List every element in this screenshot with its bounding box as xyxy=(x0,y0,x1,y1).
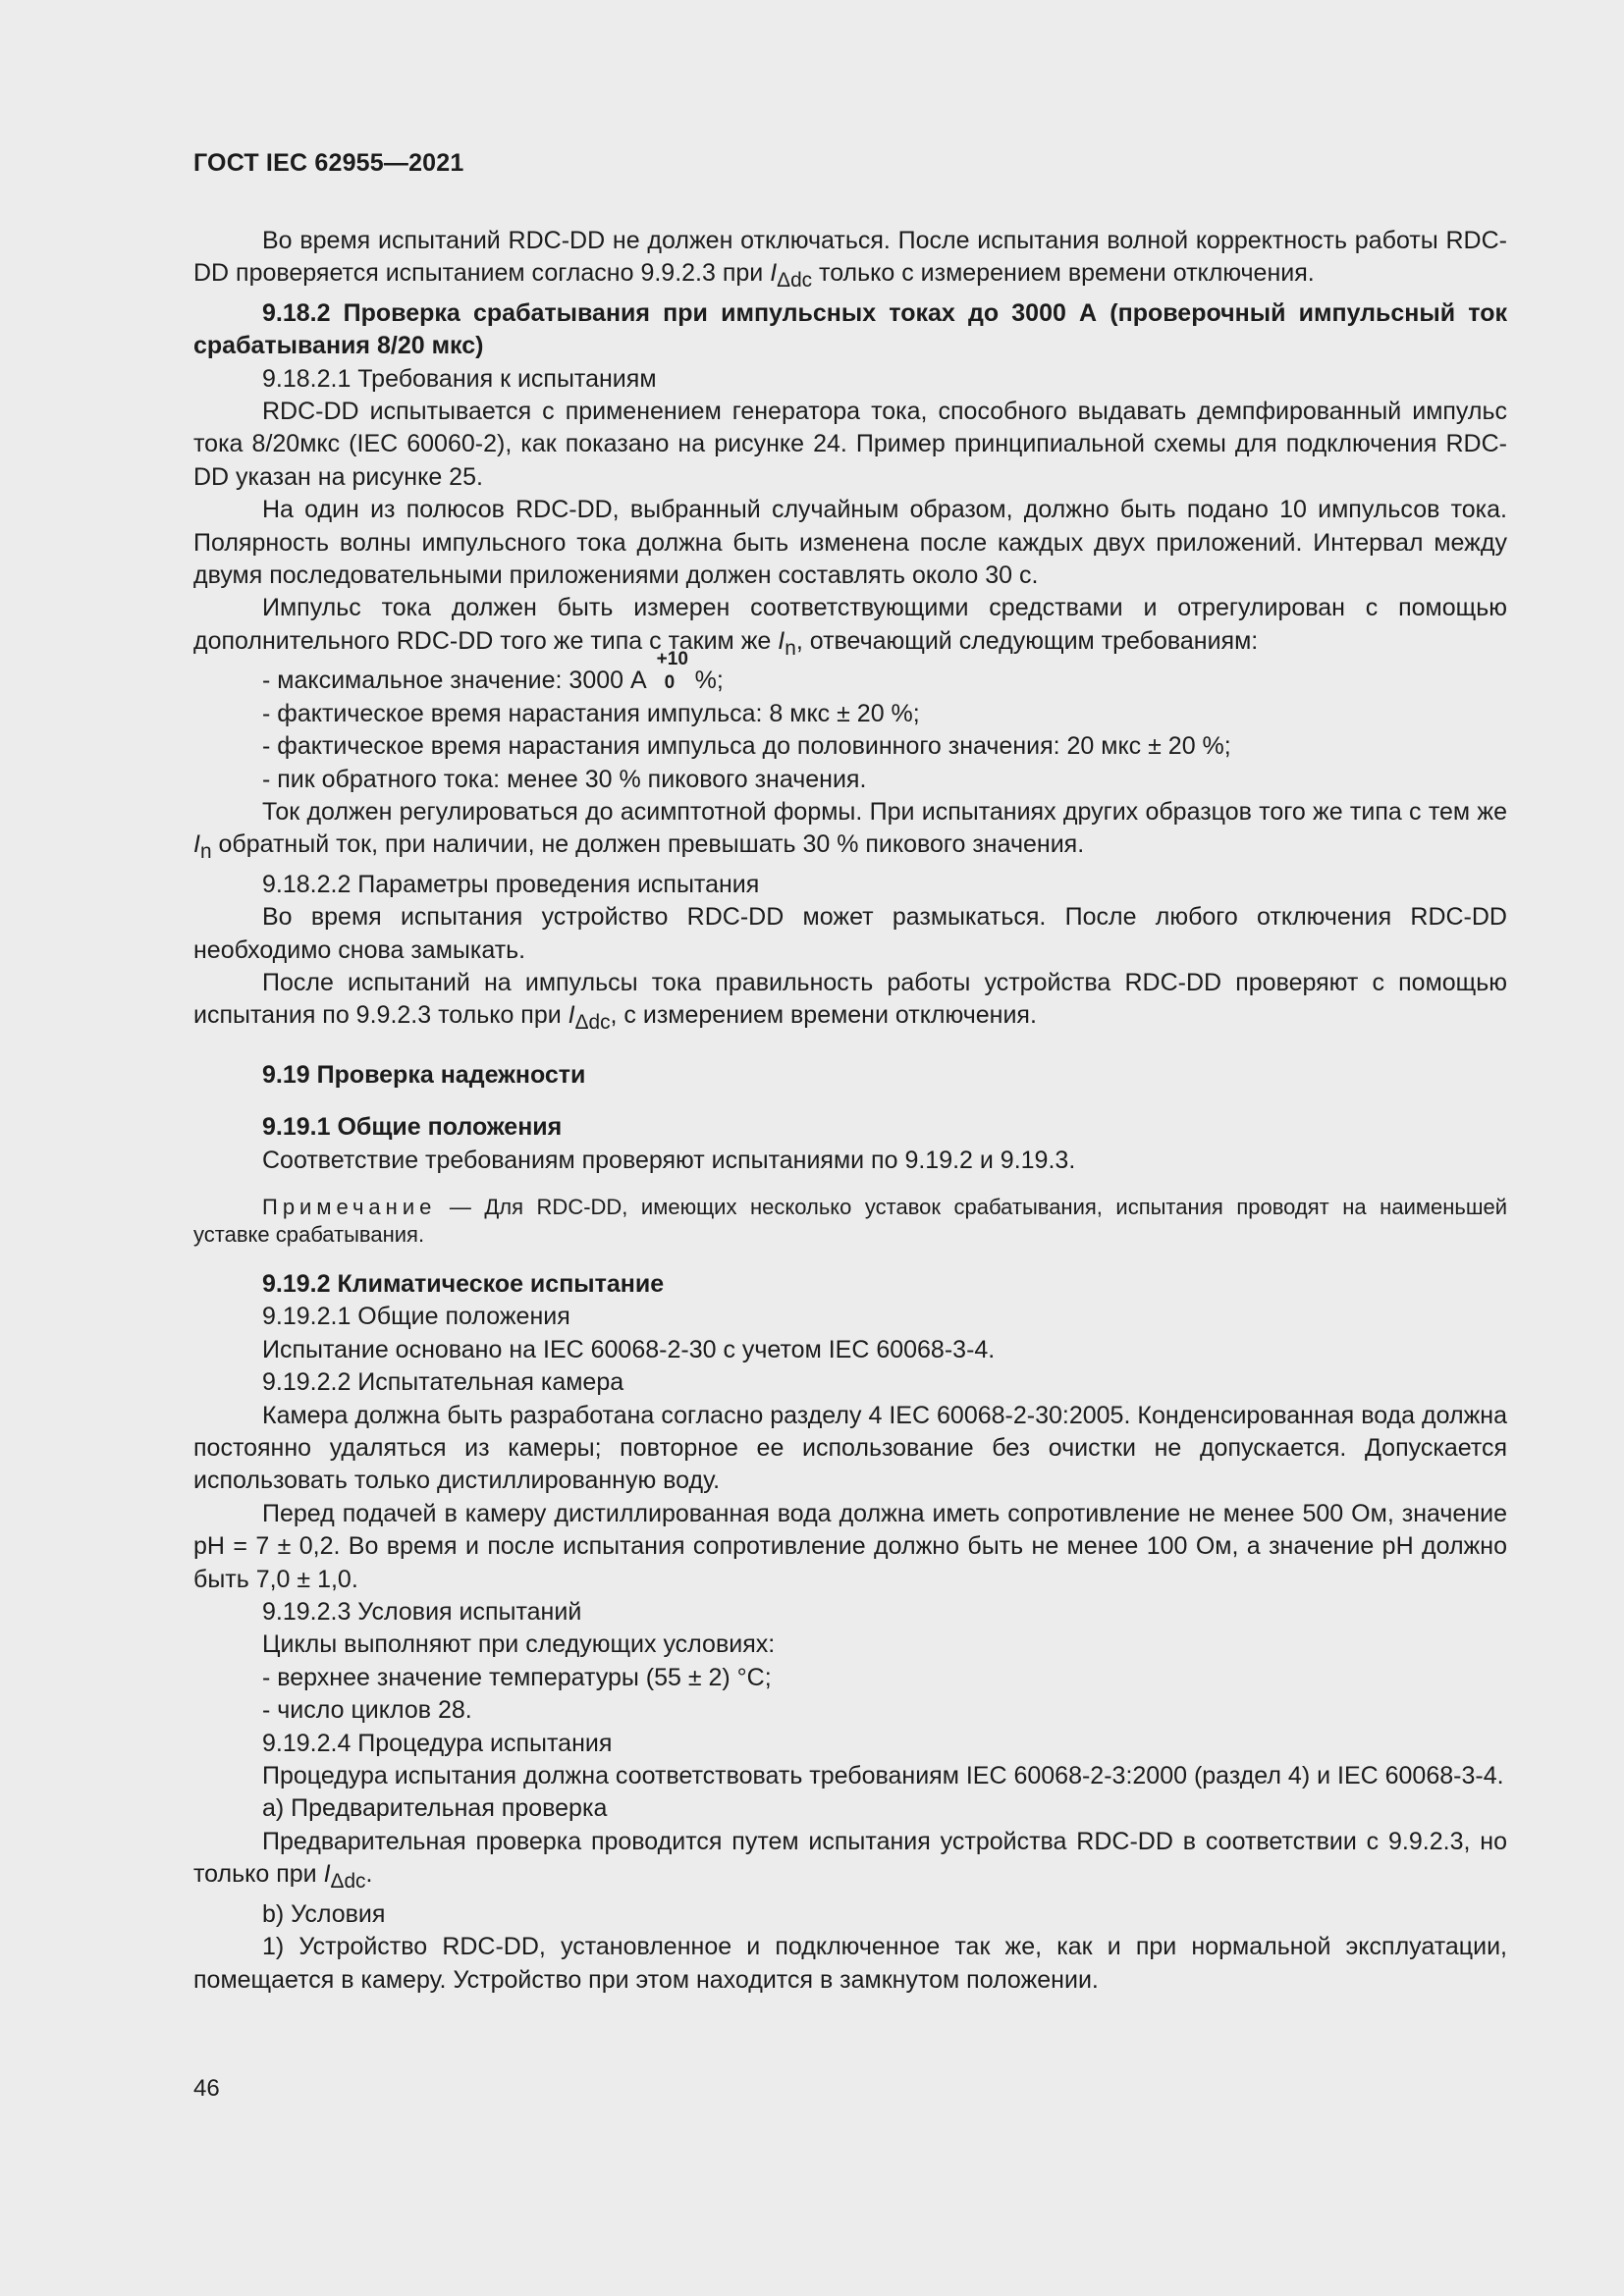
paragraph: Испытание основано на IEC 60068-2-30 с учетом IEC 60068-3-4. xyxy=(262,1335,996,1363)
paragraph: Предварительная проверка проводится путем испытания устройства RDC-DD в соответствии с 9.9.2.3, но только при $I_{\Delta dc}$. xyxy=(193,1827,1507,1894)
list-item: - верхнее значение температуры (55 ± 2) °С; xyxy=(262,1663,772,1691)
paragraph: Соответствие требованиям проверяют испытаниями по 9.19.2 и 9.19.3. xyxy=(262,1146,1076,1174)
section-heading-9-18-2: 9.18.2 Проверка срабатывания при импульсных токах до 3000 А (проверочный импульсный ток срабатывания 8/20 мкс) xyxy=(193,298,1507,360)
paragraph: Перед подачей в камеру дистиллированная вода должна иметь сопротивление не менее 500 Ом, значение pH = 7 ± 0,2. Во время и после испытания сопротивление должно быть не менее 100 Ом, а значение pH должно быть 7,0 ± 1,0. xyxy=(193,1499,1507,1593)
list-label: b) Условия xyxy=(262,1899,386,1928)
subsection-heading: 9.19.2.4 Процедура испытания xyxy=(262,1729,613,1757)
paragraph: На один из полюсов RDC-DD, выбранный случайным образом, должно быть подано 10 импульсов тока. Полярность волны импульсного тока должна быть изменена после каждых двух приложений. Интервал между двумя последовательными приложениями должен составлять около 30 с. xyxy=(193,496,1507,590)
paragraph: Во время испытаний RDC-DD не должен отключаться. После испытания волной корректность работы RDC-DD проверяется испытанием согласно 9.9.2.3 при $I_{\Delta dc}$ только с измерением времени отключения. xyxy=(193,227,1507,293)
paragraph: Камера должна быть разработана согласно разделу 4 IEC 60068-2-30:2005. Конденсированная вода должна постоянно удаляться из камеры; повторное ее использование без очистки не допускается. Допускается использовать только дистиллированную воду. xyxy=(193,1401,1507,1495)
paragraph: Процедура испытания должна соответствовать требованиям IEC 60068-2-3:2000 (раздел 4) и IEC 60068-3-4. xyxy=(262,1762,1504,1790)
note: Примечание — Для RDC-DD, имеющих несколько уставок срабатывания, испытания проводят на наименьшей уставке срабатывания. xyxy=(193,1194,1507,1247)
tolerance-mark: +10 0 xyxy=(656,649,688,694)
section-heading-9-19-1: 9.19.1 Общие положения xyxy=(262,1113,563,1142)
subsection-heading: 9.18.2.1 Требования к испытаниям xyxy=(262,364,657,393)
paragraph: 1) Устройство RDC-DD, установленное и подключенное так же, как и при нормальной эксплуатации, помещается в камеру. Устройство при этом находится в замкнутом положении. xyxy=(193,1933,1507,1994)
subsection-heading: 9.19.2.1 Общие положения xyxy=(262,1303,570,1331)
list-item: - число циклов 28. xyxy=(262,1696,472,1725)
paragraph: Ток должен регулироваться до асимптотной формы. При испытаниях других образцов того же типа с тем же $I_n$ обратный ток, при наличии, не должен превышать 30 % пикового значения. xyxy=(193,797,1507,864)
paragraph: После испытаний на импульсы тока правильность работы устройства RDC-DD проверяют с помощью испытания по 9.9.2.3 только при $I_{\Delta dc}$, с измерением времени отключения. xyxy=(193,968,1507,1035)
list-item: - фактическое время нарастания импульса: 8 мкс ± 20 %; xyxy=(262,699,920,727)
subsection-heading: 9.18.2.2 Параметры проведения испытания xyxy=(262,870,760,898)
paragraph: Импульс тока должен быть измерен соответствующими средствами и отрегулирован с помощью дополнительного RDC-DD того же типа с таким же $I_n$, отвечающий следующим требованиям: xyxy=(193,594,1507,660)
paragraph: Циклы выполняют при следующих условиях: xyxy=(262,1630,776,1659)
page-number: 46 xyxy=(193,2075,220,2102)
paragraph: RDC-DD испытывается с применением генератора тока, способного выдавать демпфированный импульс тока 8/20мкс (IEC 60060-2), как показано на рисунке 24. Пример принципиальной схемы для подключения RDC-DD указан на рисунке 25. xyxy=(193,398,1507,491)
list-item: - максимальное значение: 3000 А +10 0 %; xyxy=(262,649,724,695)
section-heading-9-19-2: 9.19.2 Климатическое испытание xyxy=(262,1269,665,1298)
subsection-heading: 9.19.2.3 Условия испытаний xyxy=(262,1598,582,1627)
subsection-heading: 9.19.2.2 Испытательная камера xyxy=(262,1368,624,1397)
list-label: a) Предварительная проверка xyxy=(262,1794,608,1823)
document-header: ГОСТ IEC 62955—2021 xyxy=(193,149,464,177)
list-item: - фактическое время нарастания импульса до половинного значения: 20 мкс ± 20 %; xyxy=(262,732,1231,761)
section-heading-9-19: 9.19 Проверка надежности xyxy=(262,1060,586,1089)
list-item: - пик обратного тока: менее 30 % пикового значения. xyxy=(262,765,867,793)
paragraph: Во время испытания устройство RDC-DD может размыкаться. После любого отключения RDC-DD необходимо снова замыкать. xyxy=(193,903,1507,964)
document-body xyxy=(193,225,1507,1997)
